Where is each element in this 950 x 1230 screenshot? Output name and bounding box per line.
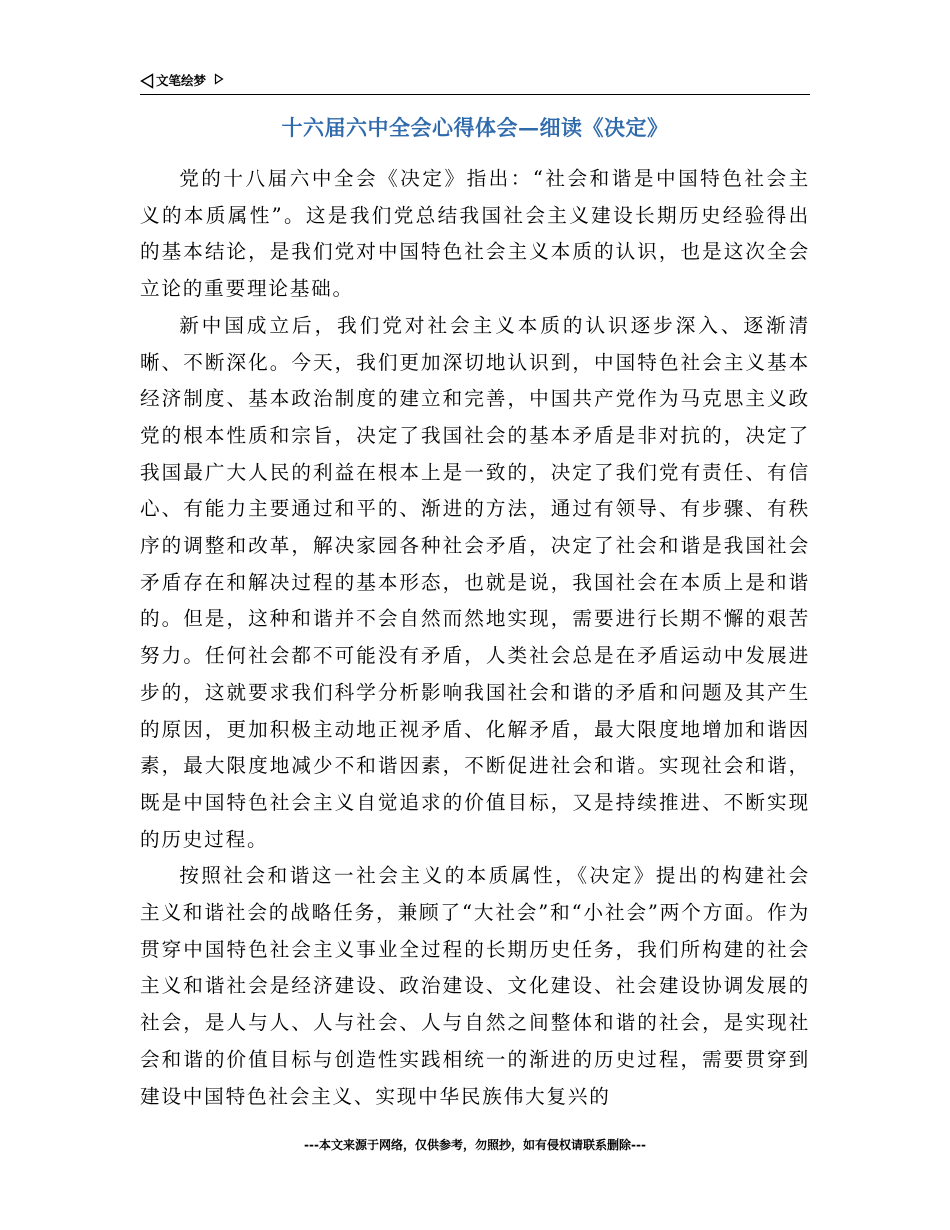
page-header bbox=[140, 68, 810, 95]
triangle-right-icon bbox=[214, 73, 224, 85]
paragraph: 按照社会和谐这一社会主义的本质属性，《决定》提出的构建社会主义和谐社会的战略任务，兼顾了“大社会”和“小社会”两个方面。作为贯穿中国特色社会主义事业全过程的长期历史任务，我们所构建的社会主义和谐社会是经济建设、政治建设、文化建设、社会建设协调发展的社会，是人与人、人与社会、人与自然之间整体和谐的社会，是实现社会和谐的价值目标与创造性实践相统一的渐进的历史过程，需要贯穿到建设中国特色社会主义、实现中华民族伟大复兴的 bbox=[140, 864, 810, 1108]
document-title: 十六届六中全会心得体会—细读《决定》 bbox=[281, 115, 669, 140]
page-footer-disclaimer: ---本文来源于网络，仅供参考，勿照抄，如有侵权请联系删除--- bbox=[304, 1138, 646, 1152]
triangle-left-icon bbox=[140, 73, 154, 89]
paragraph: 党的十八届六中全会《决定》指出：“社会和谐是中国特色社会主义的本质属性”。这是我们党总结我国社会主义建设长期历史经验得出的基本结论，是我们党对中国特色社会主义本质的认识，也是这次全会立论的重要理论基础。 bbox=[140, 167, 810, 301]
header-brand bbox=[140, 73, 224, 89]
document-body bbox=[140, 161, 810, 1115]
paragraph: 新中国成立后，我们党对社会主义本质的认识逐步深入、逐渐清晰、不断深化。今天，我们更加深切地认识到，中国特色社会主义基本经济制度、基本政治制度的建立和完善，中国共产党作为马克思主义政党的根本性质和宗旨，决定了我国社会的基本矛盾是非对抗的，决定了我国最广大人民的利益在根本上是一致的，决定了我们党有责任、有信心、有能力主要通过和平的、渐进的方法，通过有领导、有步骤、有秩序的调整和改革，解决家园各种社会矛盾，决定了社会和谐是我国社会矛盾存在和解决过程的基本形态，也就是说，我国社会在本质上是和谐的。但是，这种和谐并不会自然而然地实现，需要进行长期不懈的艰苦努力。任何社会都不可能没有矛盾，人类社会总是在矛盾运动中发展进步的，这就要求我们科学分析影响我国社会和谐的矛盾和问题及其产生的原因，更加积极主动地正视矛盾、化解矛盾，最大限度地增加和谐因素，最大限度地减少不和谐因素，不断促进社会和谐。实现社会和谐，既是中国特色社会主义自觉追求的价值目标，又是持续推进、不断实现的历史过程。 bbox=[140, 313, 810, 851]
brand-text: 文笔绘梦 bbox=[156, 73, 207, 88]
